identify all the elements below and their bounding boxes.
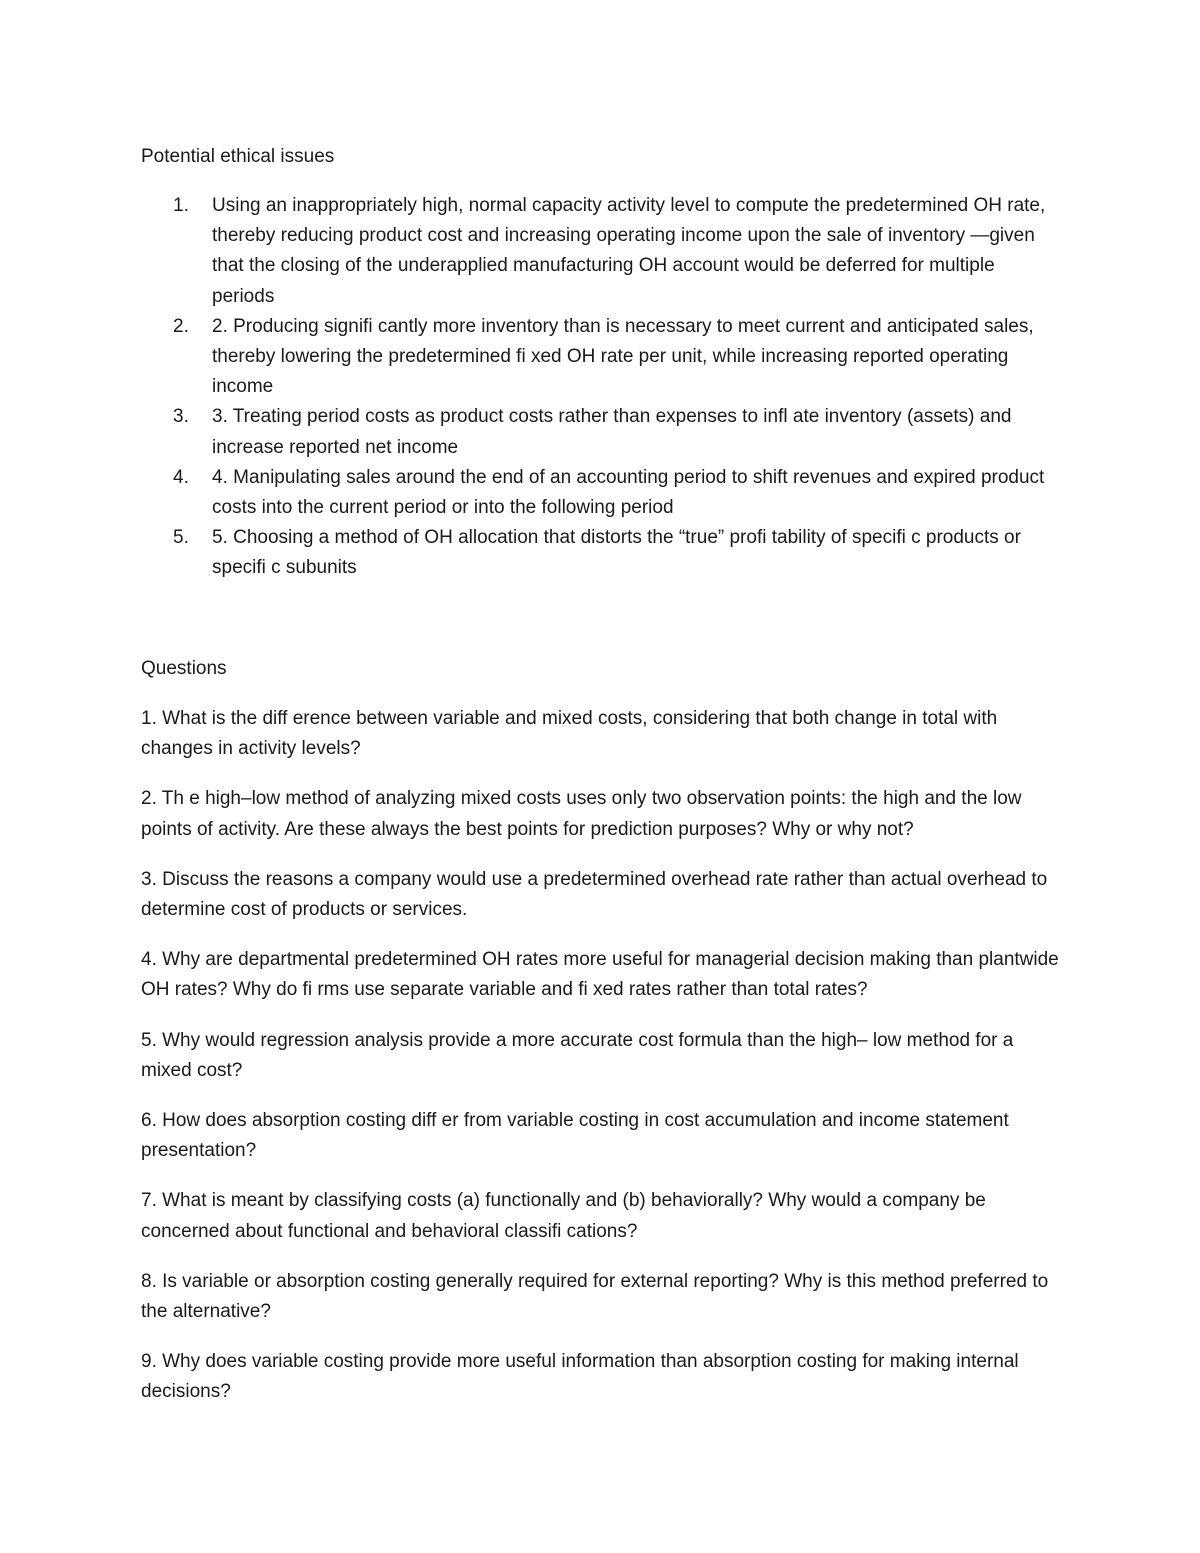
ethics-heading: Potential ethical issues	[141, 146, 335, 167]
question-paragraph: 7. What is meant by classifying costs (a) functionally and (b) behaviorally? Why would a company be concerned about functional and behavioral classifi cations?	[141, 1190, 986, 1242]
list-number: 3.	[173, 406, 189, 428]
ethics-list-item	[0, 523, 1057, 583]
question-paragraph: 6. How does absorption costing diff er from variable costing in cost accumulation and income statement presentation?	[141, 1110, 1009, 1162]
question-paragraph: 9. Why does variable costing provide more useful information than absorption costing for making internal decisions?	[141, 1351, 1019, 1403]
question-paragraph: 4. Why are departmental predetermined OH rates more useful for managerial decision making than plantwide OH rates? Why do fi rms use separate variable and fi xed rates rather than total rates?	[141, 949, 1059, 1001]
list-item-text: 2. Producing signifi cantly more inventory than is necessary to meet current and anticipated sales, thereby lowering the predetermined fi xed OH rate per unit, while increasing reported operating income	[212, 315, 1034, 398]
list-item-text: 4. Manipulating sales around the end of an accounting period to shift revenues and expired product costs into the current period or into the following period	[212, 466, 1045, 519]
question-paragraph: 1. What is the diff erence between variable and mixed costs, considering that both change in total with changes in activity levels?	[141, 708, 998, 760]
list-item-text: 5. Choosing a method of OH allocation that distorts the “true” profi tability of specifi c products or specifi c subunits	[212, 527, 1021, 579]
ethics-list-item	[0, 463, 1057, 523]
questions-heading: Questions	[141, 658, 227, 679]
question-paragraph: 8. Is variable or absorption costing generally required for external reporting? Why is this method preferred to the alternative?	[141, 1270, 1049, 1323]
list-number: 1.	[173, 195, 189, 216]
question-paragraph: 3. Discuss the reasons a company would use a predetermined overhead rate rather than actual overhead to determine cost of products or services.	[141, 868, 1048, 921]
list-number: 5.	[173, 527, 189, 549]
ethics-list-item	[0, 312, 1057, 403]
list-item-text: 3. Treating period costs as product costs rather than expenses to infl ate inventory (assets) and increase reported net income	[212, 406, 1012, 458]
list-number: 2.	[173, 315, 189, 337]
list-number: 4.	[173, 466, 189, 488]
ethics-list-item	[0, 402, 1057, 462]
question-paragraph: 5. Why would regression analysis provide a more accurate cost formula than the high– low method for a mixed cost?	[141, 1029, 1014, 1081]
ethics-list-item	[0, 191, 1057, 312]
questions-list	[141, 704, 1061, 1428]
list-item-text: Using an inappropriately high, normal capacity activity level to compute the predetermined OH rate, thereby reducing product cost and increasing operating income upon the sale of inventory —given that the closing of the underapplied manufacturing OH account would be deferred for multiple periods	[212, 195, 1046, 307]
question-paragraph: 2. Th e high–low method of analyzing mixed costs uses only two observation points: the high and the low points of activity. Are these always the best points for prediction purposes? Why or why not?	[141, 788, 1022, 840]
ethics-list	[0, 191, 1200, 584]
